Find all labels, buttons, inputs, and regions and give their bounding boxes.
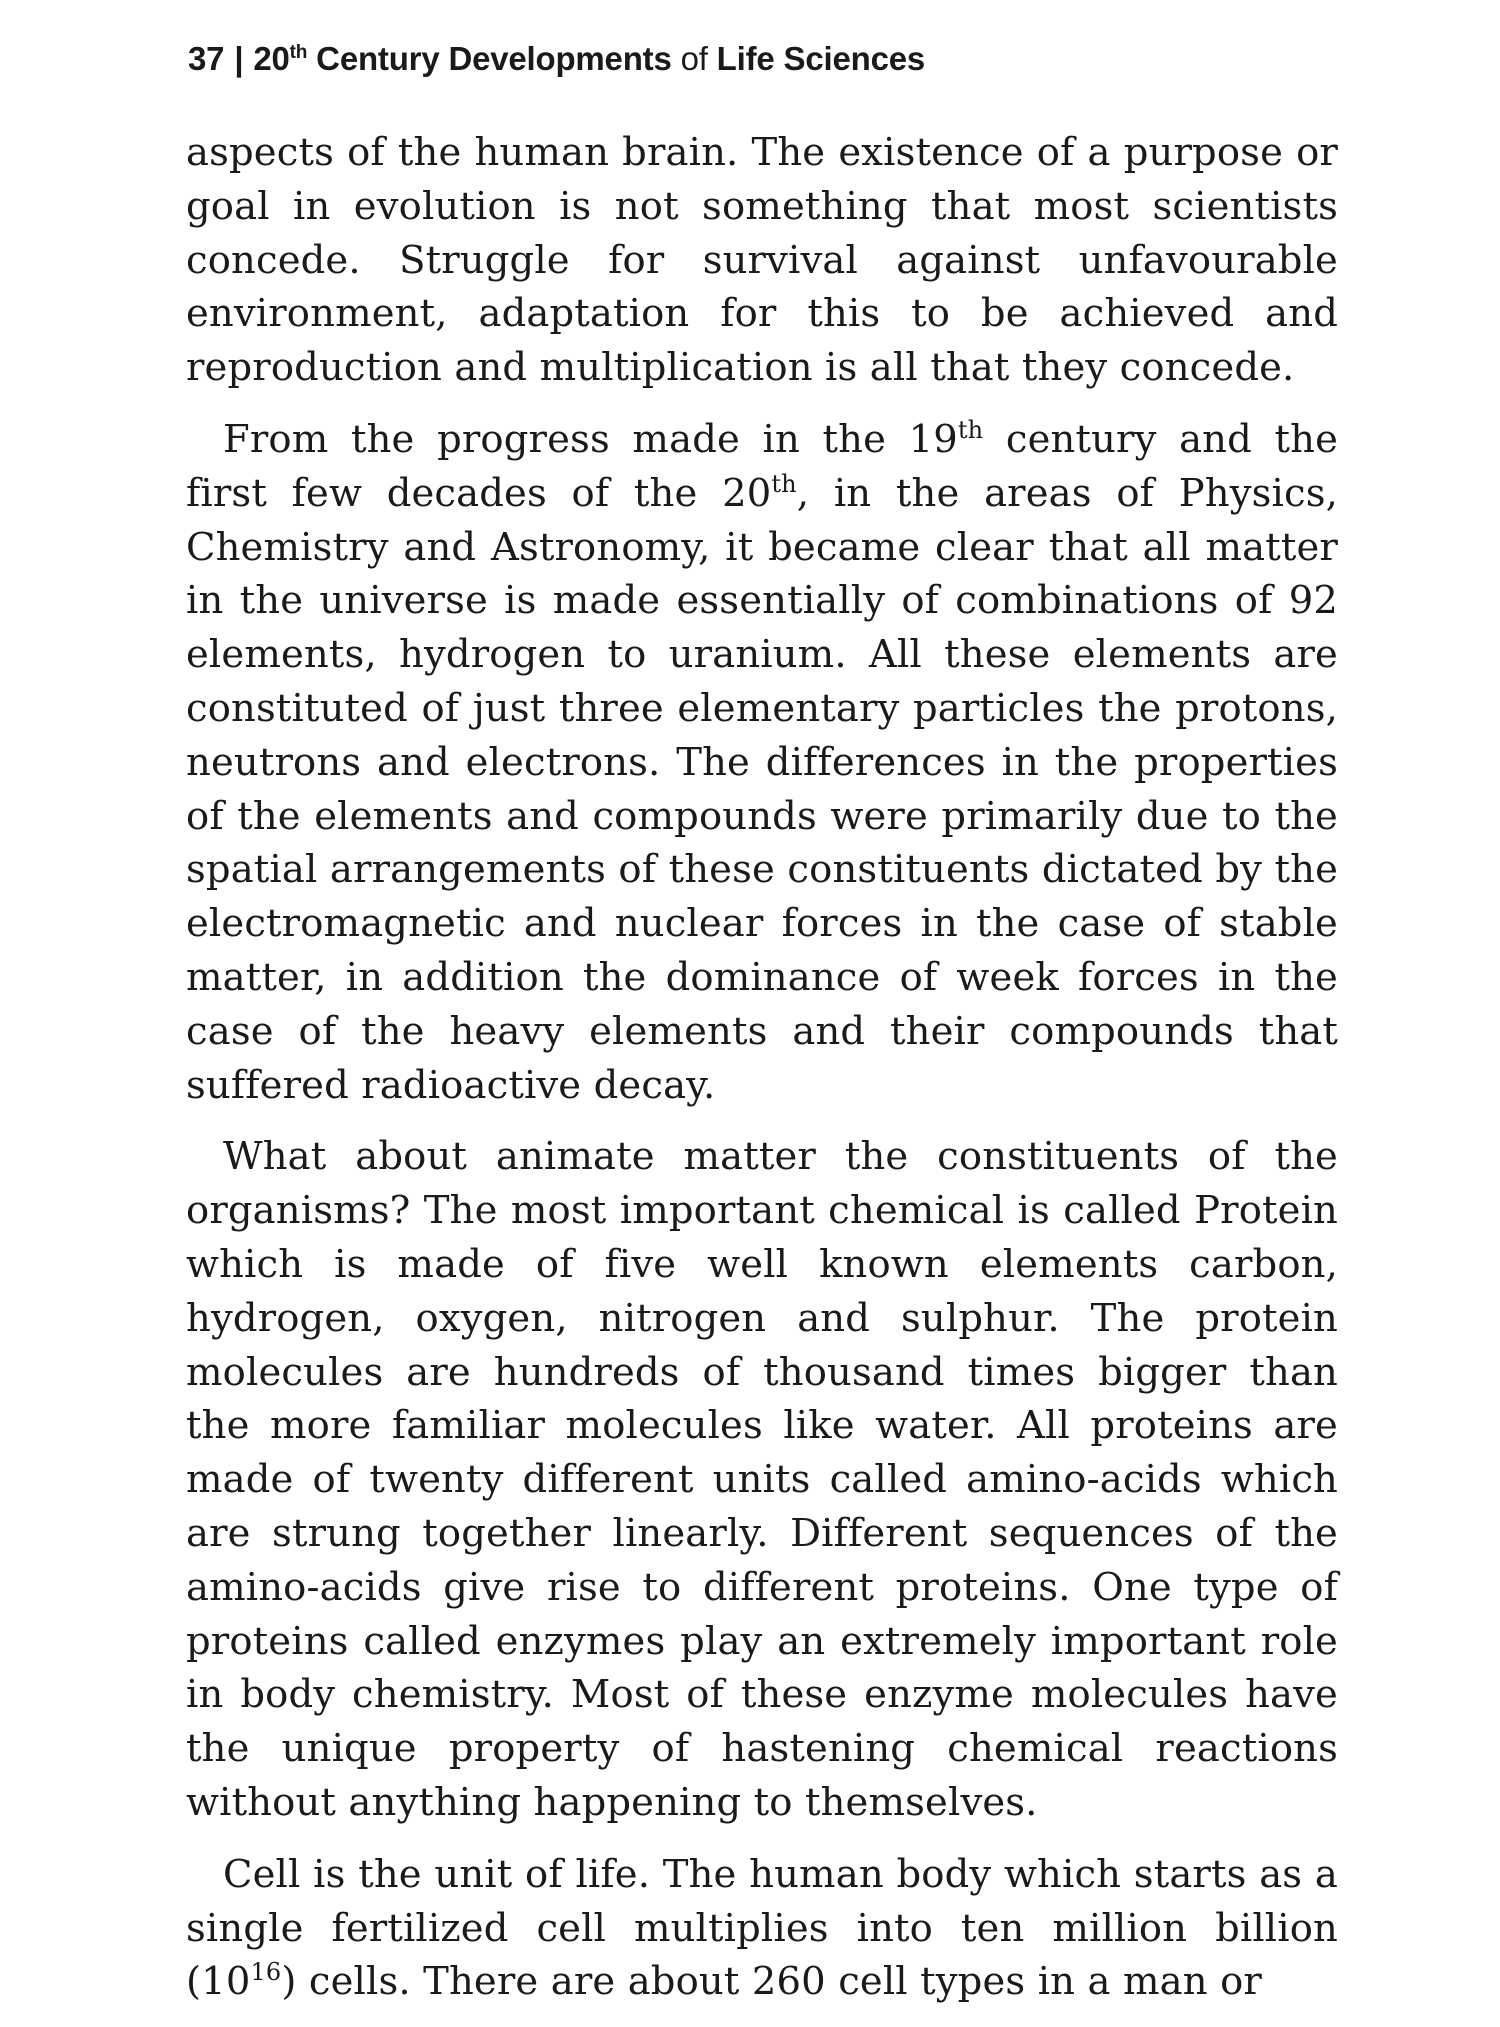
header-title-part1: 20: [253, 40, 290, 77]
page-body: [186, 126, 1338, 2027]
paragraph-2-superscript-1: th: [957, 416, 984, 445]
header-separator: |: [234, 40, 244, 77]
paragraph-4-superscript: 16: [250, 1958, 282, 1987]
paragraph-1: aspects of the human brain. The existence of a purpose or goal in evolution is not something that most scientists concede. Struggle for survival against unfavourable environment, adaptation for this to be achieved and reproduction and multiplication is all that they concede.: [186, 130, 1338, 391]
header-title-part2: Century Developments: [307, 40, 681, 77]
running-header: [188, 40, 925, 78]
paragraph-4: [186, 1848, 1338, 2009]
paragraph-2-part-b: century and the first few decades of the 20: [186, 416, 1339, 516]
header-title-of: of: [680, 40, 708, 77]
paragraph-2-part-c: , in the areas of Physics, Chemistry and Astronomy, it became clear that all matter in the universe is made essentially of combinations of 92 elements, hydrogen to uranium. All these elements are constituted of just three elementary particles the protons, neutrons and electrons. The differences in the properties of the elements and compounds were primarily due to the spatial arrangements of these constituents dictated by the electromagnetic and nuclear forces in the case of stable matter, in addition the dominance of week forces in the case of the heavy elements and their compounds that suffered radioactive decay.: [186, 470, 1338, 1108]
paragraph-4-part-a: Cell is the unit of life. The human body which starts as a single fertilized cell multiplies into ten million billion (10: [186, 1851, 1338, 2005]
header-title-part3: Life Sciences: [707, 40, 926, 77]
page-number: 37: [188, 40, 225, 77]
header-title-superscript: th: [289, 42, 308, 63]
paragraph-2-part-a: From the progress made in the 19: [223, 416, 958, 462]
paragraph-2: [186, 413, 1338, 1112]
paragraph-2-superscript-2: th: [771, 469, 797, 498]
paragraph-4-part-b: ) cells. There are about 260 cell types in a man or: [281, 1959, 1262, 2005]
paragraph-3: What about animate matter the constituents of the organisms? The most important chemical is called Protein which is made of five well known elements carbon, hydrogen, oxygen, nitrogen and sulphur. The protein molecules are hundreds of thousand times bigger than the more familiar molecules like water. All proteins are made of twenty different units called amino-acids which are strung together linearly. Different sequences of the amino-acids give rise to different proteins. One type of proteins called enzymes play an extremely important role in body chemistry. Most of these enzyme molecules have the unique property of hastening chemical reactions without anything happening to themselves.: [186, 1134, 1338, 1825]
